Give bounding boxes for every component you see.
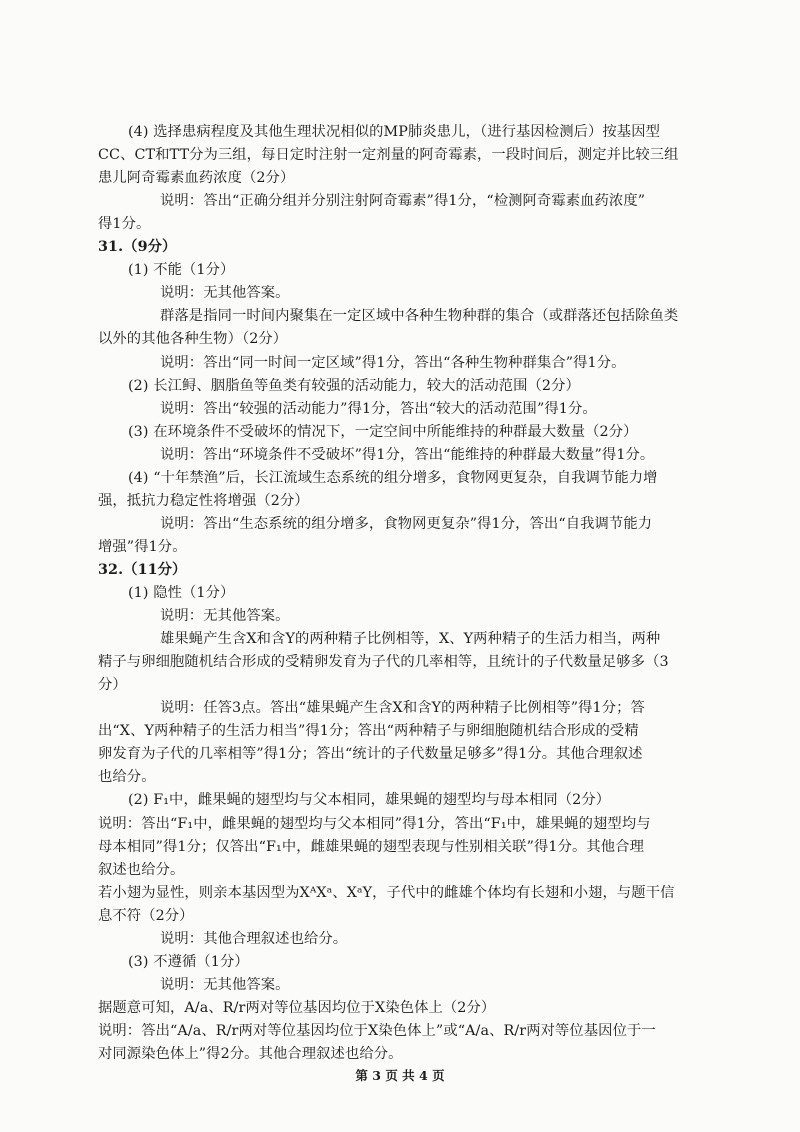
text-line: 说明：答出“正确分组并分别注射阿奇霉素”得1分，“检测阿奇霉素血药浓度”	[160, 193, 646, 210]
text-line: 得1分。	[98, 216, 151, 233]
text-line: CC、CT和TT分为三组，每日定时注射一定剂量的阿奇霉素，一段时间后，测定并比较三组	[98, 147, 679, 164]
text-line: 说明：无其他答案。	[160, 285, 290, 302]
text-line: 患儿阿奇霉素血药浓度（2分）	[98, 170, 295, 187]
text-line: (3) 在环境条件不受破坏的情况下，一定空间中所能维持的种群最大数量（2分）	[128, 423, 638, 440]
text-line: (1) 隐性（1分）	[128, 585, 235, 601]
text-line: 叙述也给分。	[98, 861, 185, 878]
text-line: 息不符（2分）	[98, 907, 194, 924]
text-line: (2) 长江鲟、胭脂鱼等鱼类有较强的活动能力，较大的活动范围（2分）	[128, 377, 580, 394]
text-line: 卵发育为子代的几率相等”得1分；答出“统计的子代数量足够多”得1分。其他合理叙述	[98, 746, 643, 763]
text-line: 说明：答出“同一时间一定区域”得1分，答出“各种生物种群集合”得1分。	[160, 354, 626, 371]
text-line: (3) 不遵循（1分）	[128, 953, 249, 970]
text-line: 也给分。	[98, 769, 156, 786]
text-line: 母本相同”得1分；仅答出“F₁中，雌雄果蝇的翅型表现与性别相关联”得1分。其他合理	[98, 838, 644, 855]
text-line: 群落是指同一时间内聚集在一定区域中各种生物种群的集合（或群落还包括除鱼类	[160, 308, 679, 325]
text-line: 说明：答出“环境条件不受破坏”得1分，答出“能维持的种群最大数量”得1分。	[160, 446, 655, 463]
text-line: 说明：答出“较强的活动能力”得1分，答出“较大的活动范围”得1分。	[160, 400, 597, 417]
text-line: 增强”得1分。	[98, 538, 187, 555]
text-line: 据题意可知，A/a、R/r两对等位基因均位于X染色体上（2分）	[98, 999, 496, 1016]
question-number: 32.（11分）	[98, 561, 187, 578]
question-number: 31.（9分）	[98, 239, 177, 256]
text-line: 分）	[98, 677, 127, 694]
text-line: (2) F₁中，雌果蝇的翅型均与父本相同，雄果蝇的翅型均与母本相同（2分）	[128, 792, 611, 809]
text-line: 雄果蝇产生含X和含Y的两种精子比例相等，X、Y两种精子的生活力相当，两种	[160, 631, 661, 648]
text-line: 说明：答出“生态系统的组分增多，食物网更复杂”得1分，答出“自我调节能力	[160, 515, 653, 532]
text-line: 说明：无其他答案。	[160, 608, 290, 625]
text-line: (1) 不能（1分）	[128, 262, 235, 279]
page-footer: 第 3 页 共 4 页	[355, 1068, 445, 1083]
text-line: 出“X、Y两种精子的生活力相当”得1分；答出“两种精子与卵细胞随机结合形成的受精	[98, 723, 639, 740]
text-line: 说明：无其他答案。	[160, 976, 290, 993]
text-line: 对同源染色体上”得2分。其他合理叙述也给分。	[98, 1046, 403, 1062]
text-line: 说明：任答3点。答出“雄果蝇产生含X和含Y的两种精子比例相等”得1分；答	[160, 700, 645, 717]
text-line: (4) “十年禁渔”后，长江流域生态系统的组分增多，食物网更复杂，自我调节能力增	[128, 469, 658, 486]
text-line: 说明：答出“A/a、R/r两对等位基因均位于X染色体上”或“A/a、R/r两对等位基因位于一	[98, 1022, 656, 1039]
text-line: 以外的其他各种生物）（2分）	[98, 331, 288, 348]
text-line: 说明：其他合理叙述也给分。	[160, 930, 348, 947]
text-line: 精子与卵细胞随机结合形成的受精卵发育为子代的几率相等，且统计的子代数量足够多（3	[98, 654, 669, 671]
text-line: (4) 选择患病程度及其他生理状况相似的MP肺炎患儿，（进行基因检测后）按基因型	[128, 124, 660, 140]
text-line: 说明：答出“F₁中，雌果蝇的翅型均与父本相同”得1分，答出“F₁中，雄果蝇的翅型均与	[98, 815, 651, 832]
text-line: 强，抵抗力稳定性将增强（2分）	[98, 492, 309, 509]
text-line: 若小翅为显性，则亲本基因型为XᴬXᵃ、XᵃY，子代中的雌雄个体均有长翅和小翅，与题干信	[98, 884, 675, 901]
